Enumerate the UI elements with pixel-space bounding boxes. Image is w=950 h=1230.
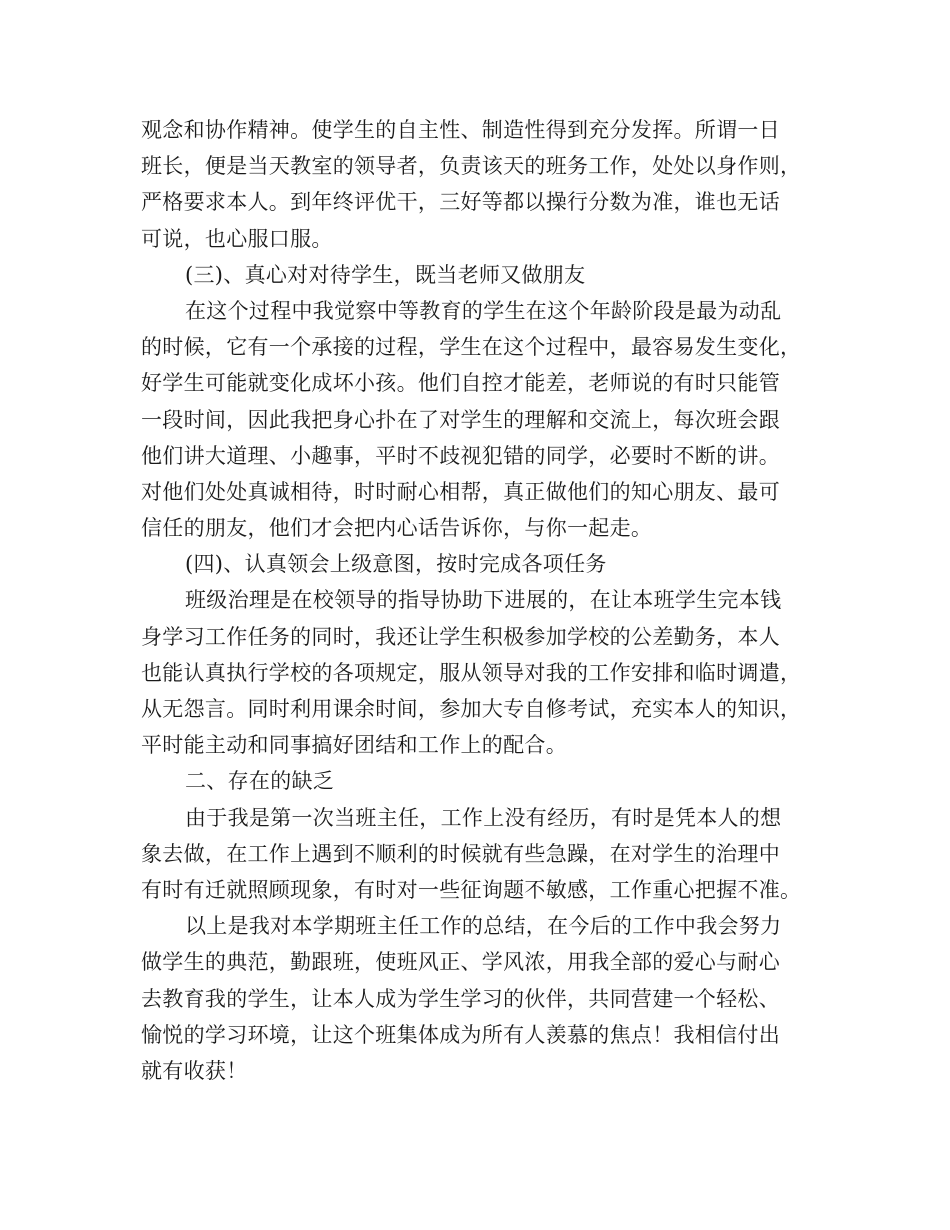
text-line: 严格要求本人。到年终评优干，三好等都以操行分数为准，谁也无话: [141, 190, 780, 215]
paragraph-start-line: (三)、真心对对待学生，既当老师又做朋友: [185, 262, 586, 287]
text-line: 观念和协作精神。使学生的自主性、制造性得到充分发挥。所谓一日: [141, 118, 780, 142]
text-line: 一段时间，因此我把身心扑在了对学生的理解和交流上，每次班会跟: [141, 407, 780, 432]
text-line: 从无怨言。同时利用课余时间，参加大专自修考试，充实本人的知识，: [141, 697, 802, 721]
text-line: 也能认真执行学校的各项规定，服从领导对我的工作安排和临时调遣，: [141, 660, 802, 685]
text-line: 就有收获！: [141, 1058, 248, 1083]
paragraph-start-line: 二、存在的缺乏: [185, 769, 335, 794]
text-line: 平时能主动和同事搞好团结和工作上的配合。: [141, 733, 567, 758]
document-body: [141, 112, 821, 1089]
text-line: 的时候，它有一个承接的过程，学生在这个过程中，最容易发生变化，: [141, 335, 802, 360]
text-line: 有时有迁就照顾现象，有时对一些征询题不敏感，工作重心把握不准。: [141, 877, 802, 902]
paragraph-start-line: 班级治理是在校领导的指导协助下进展的，在让本班学生完本钱: [185, 588, 782, 613]
text-line: 做学生的典范，勤跟班，使班风正、学风浓，用我全部的爱心与耐心: [141, 950, 780, 975]
text-line: 可说，也心服口服。: [141, 226, 333, 251]
paragraph-start-line: 由于我是第一次当班主任，工作上没有经历，有时是凭本人的想: [185, 805, 782, 830]
text-line: 好学生可能就变化成坏小孩。他们自控才能差，老师说的有时只能管: [141, 371, 780, 396]
text-line: 愉悦的学习环境，让这个班集体成为所有人羡慕的焦点！我相信付出: [141, 1022, 780, 1047]
text-line: 身学习工作任务的同时，我还让学生积极参加学校的公差勤务，本人: [141, 624, 780, 649]
text-line: 象去做，在工作上遇到不顺利的时候就有些急躁，在对学生的治理中: [141, 841, 780, 866]
text-line: 对他们处处真诚相待，时时耐心相帮，真正做他们的知心朋友、最可: [141, 479, 780, 504]
paragraph-start-line: (四)、认真领会上级意图，按时完成各项任务: [185, 552, 607, 577]
text-line: 班长，便是当天教室的领导者，负责该天的班务工作，处处以身作则，: [141, 154, 802, 179]
text-line: 信任的朋友，他们才会把内心话告诉你，与你一起走。: [141, 516, 653, 541]
paragraph-start-line: 以上是我对本学期班主任工作的总结，在今后的工作中我会努力: [185, 914, 782, 939]
text-line: 他们讲大道理、小趣事，平时不歧视犯错的同学，必要时不断的讲。: [141, 443, 780, 468]
text-line: 去教育我的学生，让本人成为学生学习的伙伴，共同营建一个轻松、: [141, 986, 780, 1011]
paragraph-start-line: 在这个过程中我觉察中等教育的学生在这个年龄阶段是最为动乱: [185, 298, 782, 323]
